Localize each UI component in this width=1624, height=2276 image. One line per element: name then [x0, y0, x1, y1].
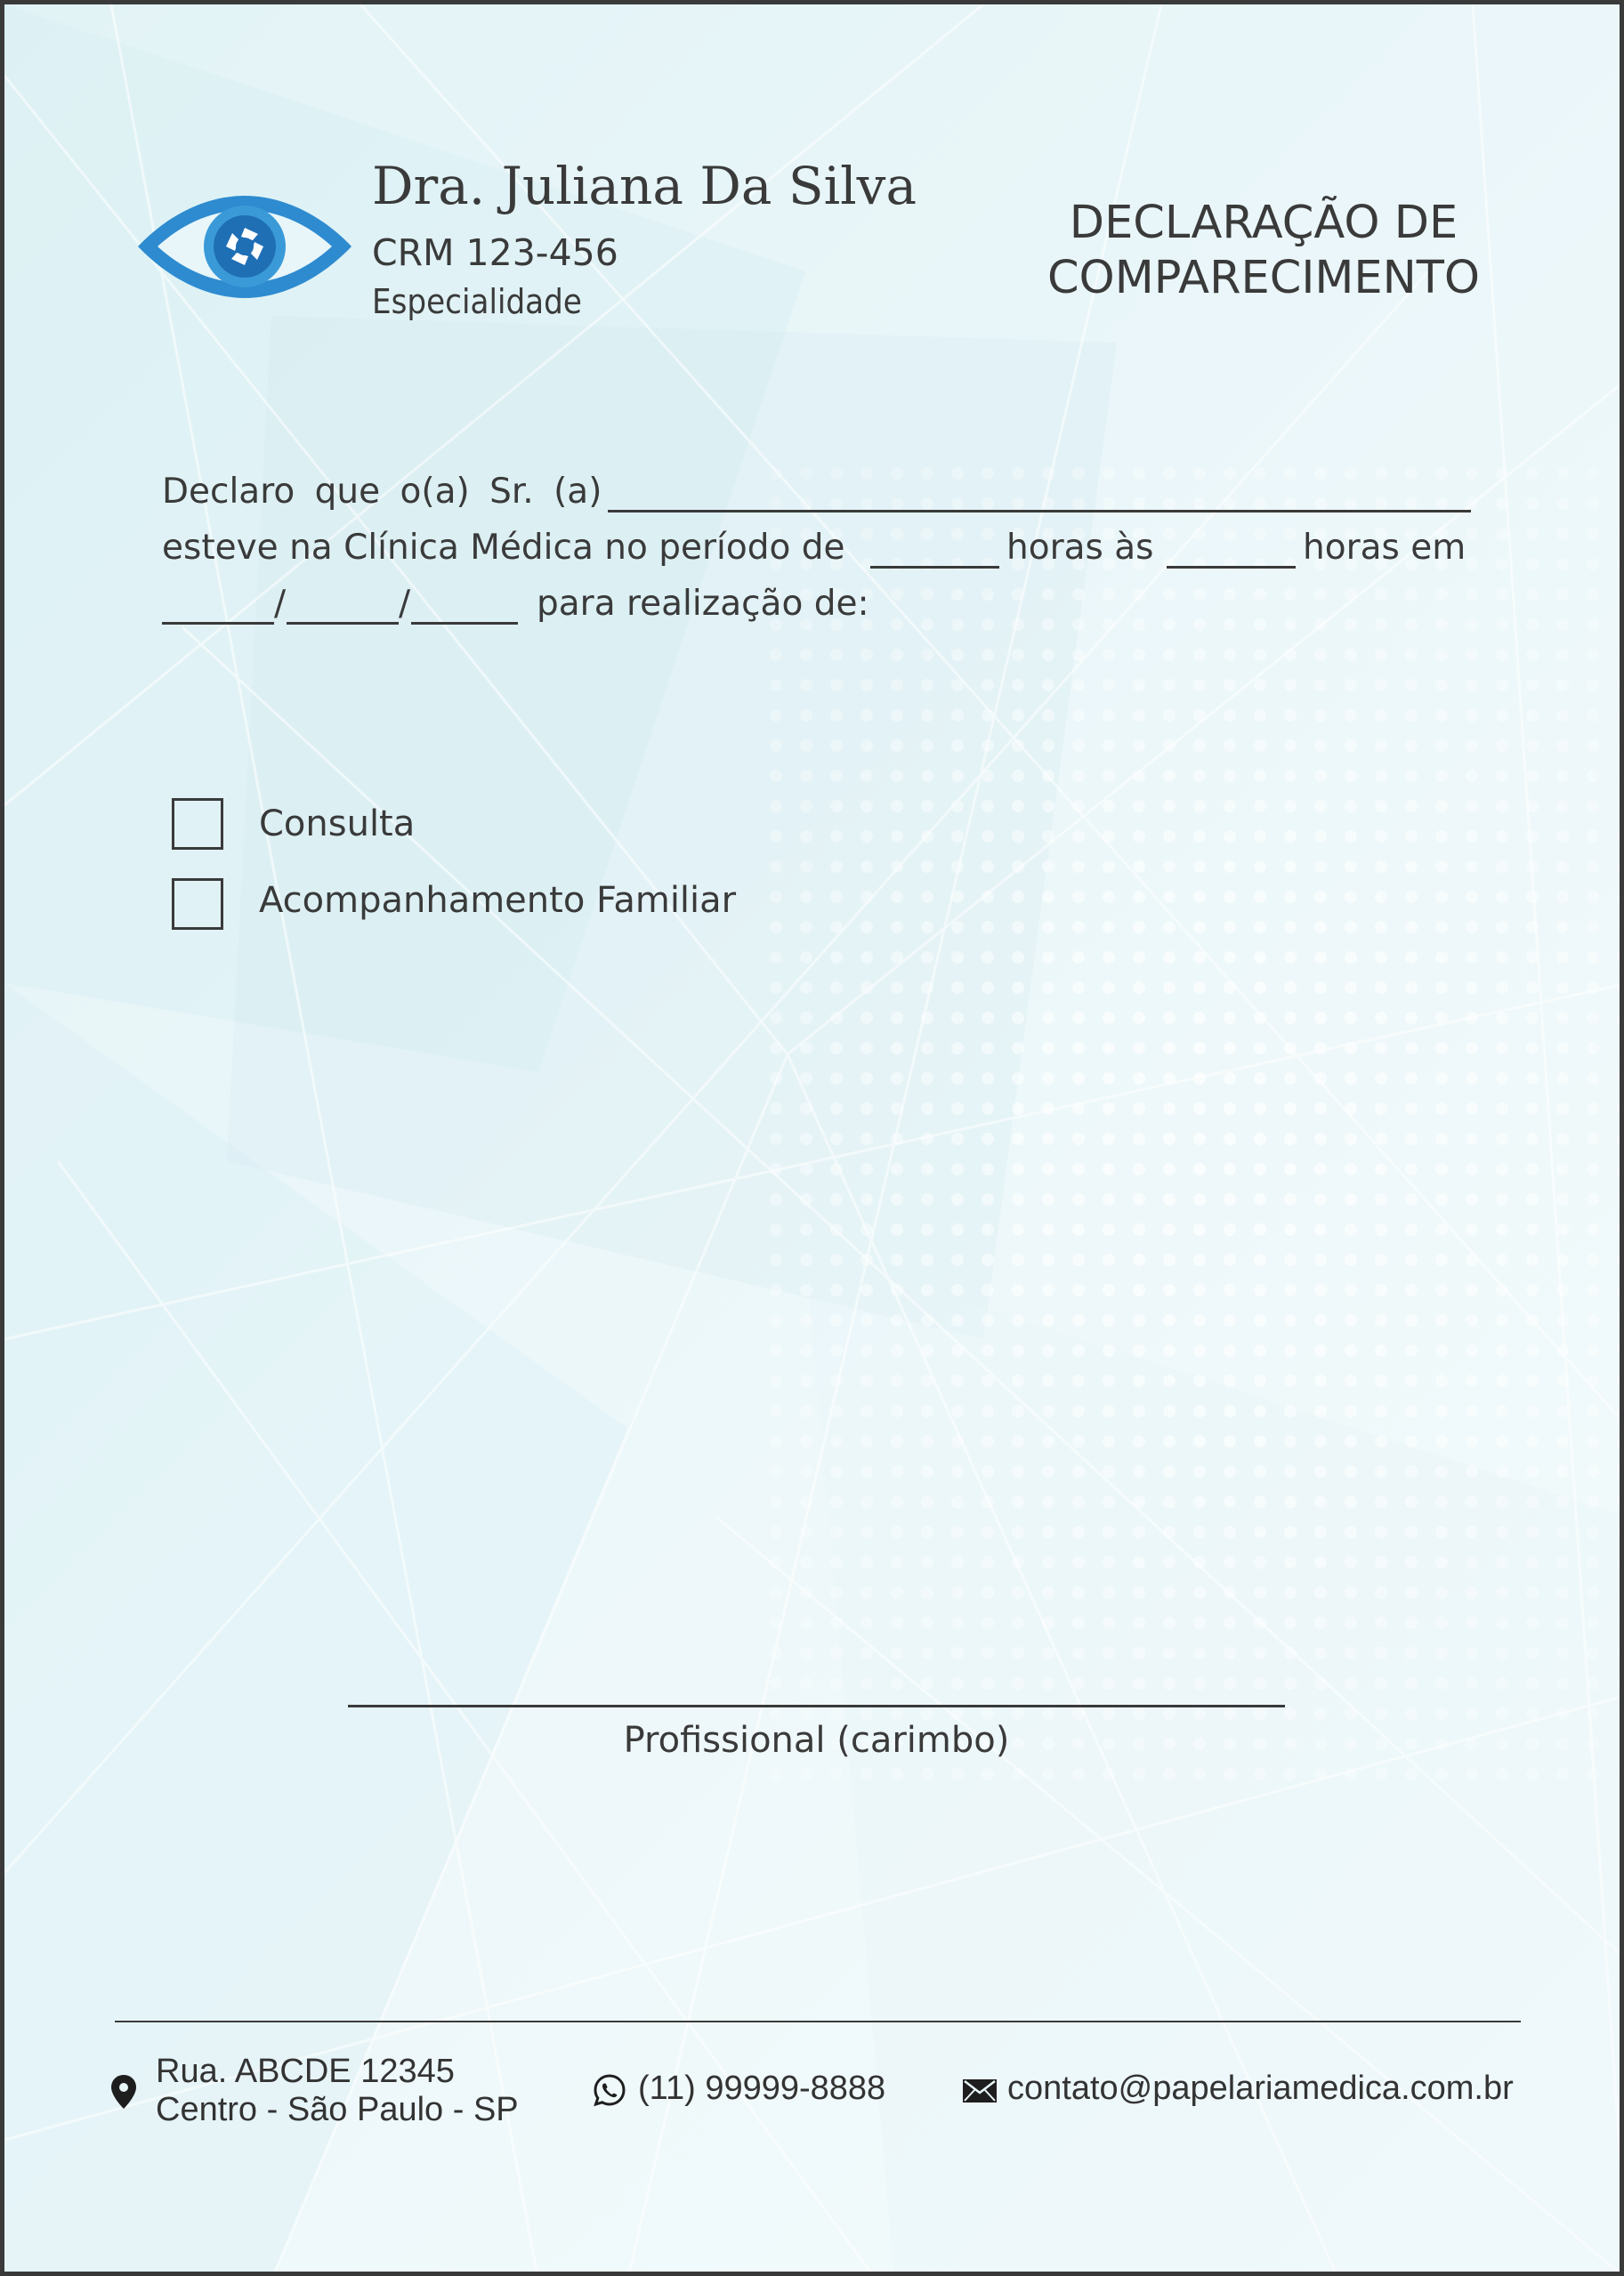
acompanhamento-checkbox[interactable] — [172, 878, 223, 930]
end-hour-blank[interactable] — [1167, 566, 1296, 569]
declaration-line-2-text-b: horas às — [1006, 528, 1154, 568]
email-address: contato@papelariamedica.com.br — [1007, 2070, 1514, 2107]
title-line-2: COMPARECIMENTO — [1046, 252, 1481, 304]
address-line-1: Rua. ABCDE 12345 — [156, 2053, 455, 2090]
year-blank[interactable] — [411, 622, 518, 625]
background-pattern — [4, 4, 1624, 2276]
crm-number: CRM 123-456 — [372, 231, 618, 274]
declaration-line-2-text-c: horas em — [1303, 528, 1466, 568]
consulta-checkbox[interactable] — [172, 798, 223, 850]
whatsapp-icon — [593, 2073, 626, 2107]
address-line-2: Centro - São Paulo - SP — [156, 2091, 519, 2128]
day-blank[interactable] — [162, 622, 274, 625]
phone-number: (11) 99999-8888 — [638, 2070, 886, 2107]
consulta-label: Consulta — [259, 803, 416, 844]
signature-label: Profissional (carimbo) — [623, 1720, 1010, 1761]
declaration-line-2-text: esteve na Clínica Médica no período de — [162, 528, 845, 568]
start-hour-blank[interactable] — [870, 566, 999, 569]
eye-logo-icon — [138, 196, 351, 298]
document-title — [992, 196, 1535, 306]
month-blank[interactable] — [287, 622, 399, 625]
date-separator-2: / — [399, 584, 411, 624]
declaration-line-1-text: Declaro que o(a) Sr. (a) — [162, 472, 602, 512]
declaration-line-3-text: para realização de: — [537, 584, 869, 624]
footer-divider — [115, 2021, 1521, 2022]
title-line-1: DECLARAÇÃO DE — [1069, 197, 1458, 249]
specialty: Especialidade — [372, 282, 582, 321]
envelope-icon — [963, 2079, 997, 2102]
acompanhamento-label: Acompanhamento Familiar — [259, 880, 737, 921]
patient-name-blank[interactable] — [608, 510, 1471, 513]
signature-line[interactable] — [348, 1705, 1285, 1707]
date-separator-1: / — [274, 584, 287, 624]
doctor-name: Dra. Juliana Da Silva — [372, 156, 917, 216]
map-pin-icon — [111, 2075, 136, 2109]
